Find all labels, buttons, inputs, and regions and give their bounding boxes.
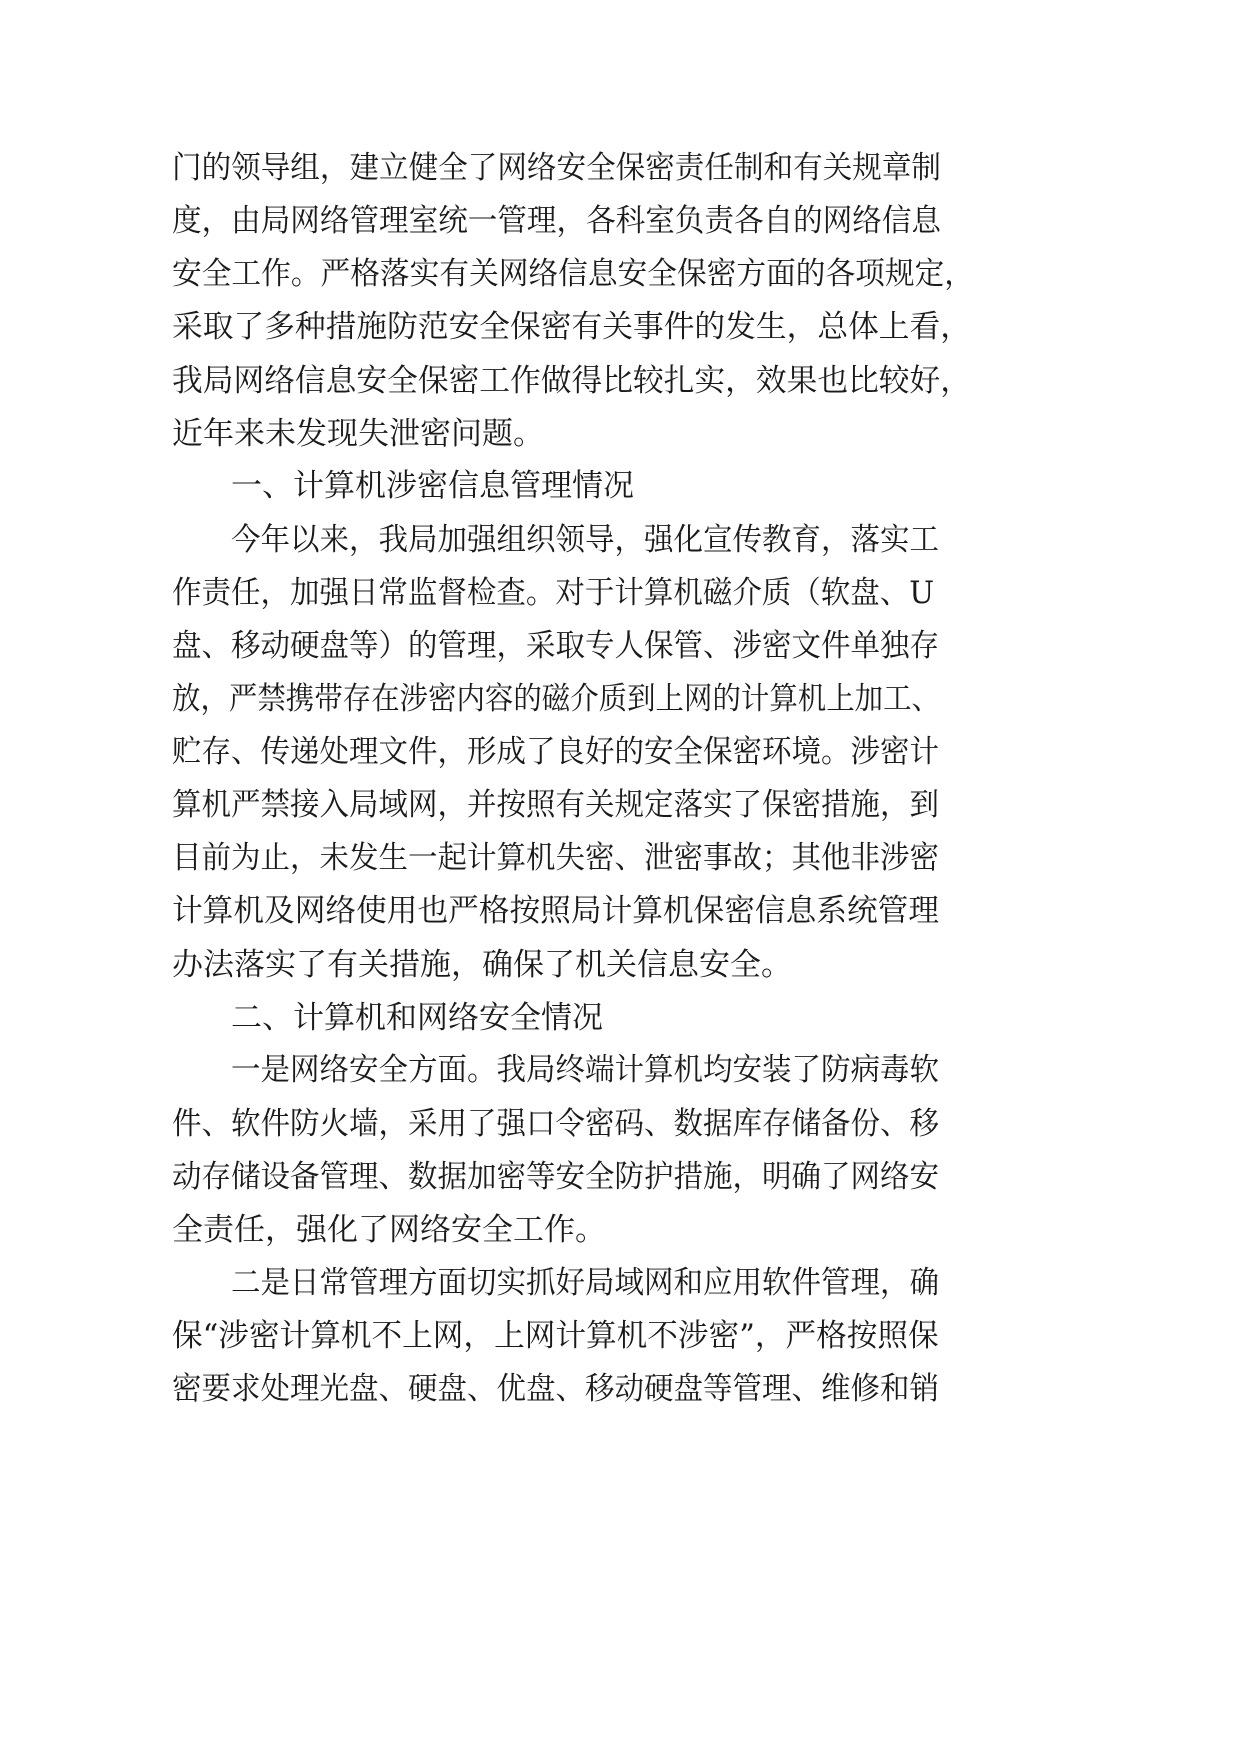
section-heading: 一、计算机涉密信息管理情况	[231, 468, 634, 504]
text-line: 计算机及网络使用也严格按照局计算机保密信息系统管理	[172, 893, 939, 929]
text-line: 门的领导组，建立健全了网络安全保密责任制和有关规章制	[172, 150, 941, 186]
text-line: 办法落实了有关措施，确保了机关信息安全。	[172, 947, 792, 983]
text-line: 我局网络信息安全保密工作做得比较扎实，效果也比较好，	[172, 363, 971, 399]
text-line: 盘、移动硬盘等）的管理，采取专人保管、涉密文件单独存	[172, 628, 939, 664]
text-line: 密要求处理光盘、硬盘、优盘、移动硬盘等管理、维修和销	[172, 1371, 939, 1407]
section-heading: 二、计算机和网络安全情况	[231, 1000, 603, 1036]
text-line: 度，由局网络管理室统一管理，各科室负责各自的网络信息	[172, 203, 941, 239]
text-line: 动存储设备管理、数据加密等安全防护措施，明确了网络安	[172, 1159, 939, 1195]
text-line: 全责任，强化了网络安全工作。	[172, 1212, 606, 1248]
text-line: 一是网络安全方面。我局终端计算机均安装了防病毒软	[231, 1052, 939, 1088]
text-line: 件、软件防火墙，采用了强口令密码、数据库存储备份、移	[172, 1106, 939, 1142]
text-line: 作责任，加强日常监督检查。对于计算机磁介质（软盘、U	[172, 575, 935, 611]
text-line: 今年以来，我局加强组织领导，强化宣传教育，落实工	[231, 522, 939, 558]
text-line: 采取了多种措施防范安全保密有关事件的发生，总体上看，	[172, 309, 971, 345]
text-line: 保“涉密计算机不上网，上网计算机不涉密”，严格按照保	[172, 1318, 939, 1354]
text-line: 贮存、传递处理文件，形成了良好的安全保密环境。涉密计	[172, 734, 939, 770]
text-line: 算机严禁接入局域网，并按照有关规定落实了保密措施，到	[172, 787, 939, 823]
text-line: 二是日常管理方面切实抓好局域网和应用软件管理，确	[231, 1265, 939, 1301]
text-line: 目前为止，未发生一起计算机失密、泄密事故；其他非涉密	[172, 840, 939, 876]
text-line: 近年来未发现失泄密问题。	[172, 416, 544, 452]
text-line: 放，严禁携带存在涉密内容的磁介质到上网的计算机上加工、	[172, 681, 940, 717]
text-line: 安全工作。严格落实有关网络信息安全保密方面的各项规定，	[172, 256, 974, 292]
